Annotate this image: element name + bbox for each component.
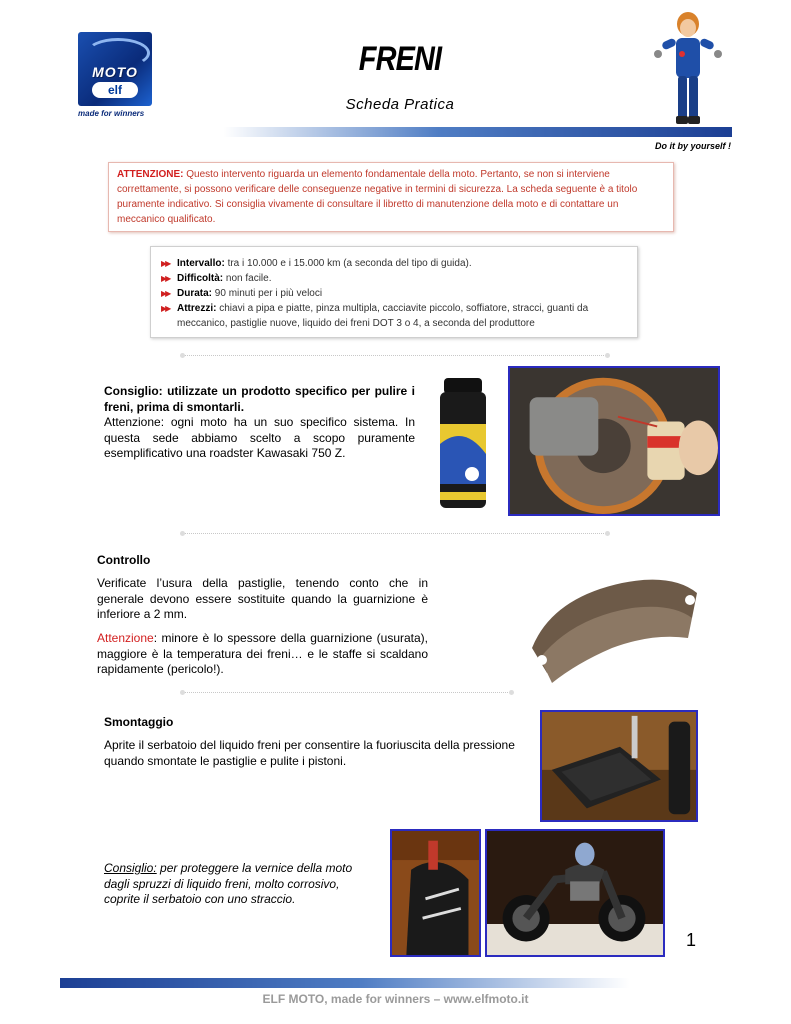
page-number: 1 — [686, 930, 697, 950]
kawasaki-motorcycle-photo — [485, 829, 665, 957]
section-heading-controllo: Controllo — [97, 553, 151, 567]
page-title: FRENI — [358, 40, 442, 78]
footer-divider-bar — [60, 978, 730, 988]
covered-tank-photo — [390, 829, 481, 957]
tip-protect-text: per proteggere la vernice della moto dagli spruzzi di liquido freni, molto corrosivo, coprite il serbatoio con uno straccio. — [104, 861, 353, 906]
diy-slogan: Do it by yourself ! — [654, 141, 731, 151]
dotted-divider — [182, 533, 608, 534]
controllo-paragraph: Verificate l’usura della pastiglie, tenendo conto che in generale devono essere sostituite quando la guarnizione è inferiore a 2 mm. — [97, 576, 428, 621]
info-box — [150, 246, 638, 338]
arrow-icon: ▶▶ — [161, 304, 170, 313]
info-row-tools: ▶▶ Attrezzi: chiavi a pipa e piatte, pinza multipla, cacciavite piccolo, soffiatore, stracci, guanti da meccanico, pastiglie nuove, liquido dei freni DOT 3 o 4, a seconda del produttore — [161, 303, 589, 329]
brake-pads-image — [512, 548, 712, 698]
controllo-warning-paragraph: Attenzione: minore è lo spessore della guarnizione (usurata), maggiore è la temperatura dei freni… e le staffe si scaldano rapidamente (pericolo!). — [97, 631, 428, 676]
info-row-duration: ▶▶ Durata: 90 minuti per i più veloci — [161, 288, 323, 299]
arrow-icon: ▶▶ — [161, 274, 170, 283]
mascot-illustration — [648, 10, 728, 128]
elf-moto-logo: MOTO elf — [78, 32, 152, 106]
warning-text: Questo intervento riguarda un elemento fondamentale della moto. Pertanto, se non si interviene correttamente, si possono verificare delle conseguenze negative in termini di sicurezza. La scheda seguente è a titolo puramente indicativo. Si consiglia vivamente di consultare il libretto di manutenzione della moto e di contattare un meccanico qualificato. — [117, 169, 638, 225]
arrow-icon: ▶▶ — [161, 259, 170, 268]
brake-disc-photo — [508, 366, 720, 516]
brake-reservoir-photo — [540, 710, 698, 822]
arrow-icon: ▶▶ — [161, 289, 170, 298]
warning-box — [108, 162, 674, 232]
section-heading-smontaggio: Smontaggio — [104, 715, 174, 729]
footer-text: ELF MOTO, made for winners – www.elfmoto.it — [262, 992, 529, 1006]
smontaggio-paragraph: Aprite il serbatoio del liquido freni per consentire la fuoriuscita della pressione quando smontate le pastiglie e pulite i pistoni. — [104, 738, 515, 768]
dotted-divider — [182, 355, 608, 356]
warning-label: ATTENZIONE: — [117, 169, 184, 180]
section-tip-protect — [104, 861, 364, 908]
header-divider-bar — [80, 127, 732, 137]
logo-tagline: made for winners — [78, 109, 145, 118]
dotted-divider — [182, 692, 512, 693]
section-tip-cleaning — [104, 384, 415, 462]
tip-label: Consiglio: — [104, 861, 157, 875]
tip-text: Attenzione: ogni moto ha un suo specifico sistema. In questa sede abbiamo scelto a scopo puramente esemplificativo una roadster Kawasaki 750 Z. — [104, 415, 415, 460]
info-row-difficulty: ▶▶ Difficoltà: non facile. — [161, 273, 272, 284]
tip-bold-text: Consiglio: utilizzate un prodotto specifico per pulire i freni, prima di smontarli. — [104, 384, 415, 414]
brake-cleaner-can-image — [434, 374, 492, 510]
warning-word: Attenzione — [97, 631, 154, 645]
page-subtitle: Scheda Pratica — [345, 96, 455, 113]
info-row-interval: ▶▶ Intervallo: tra i 10.000 e i 15.000 km (a seconda del tipo di guida). — [161, 258, 472, 269]
